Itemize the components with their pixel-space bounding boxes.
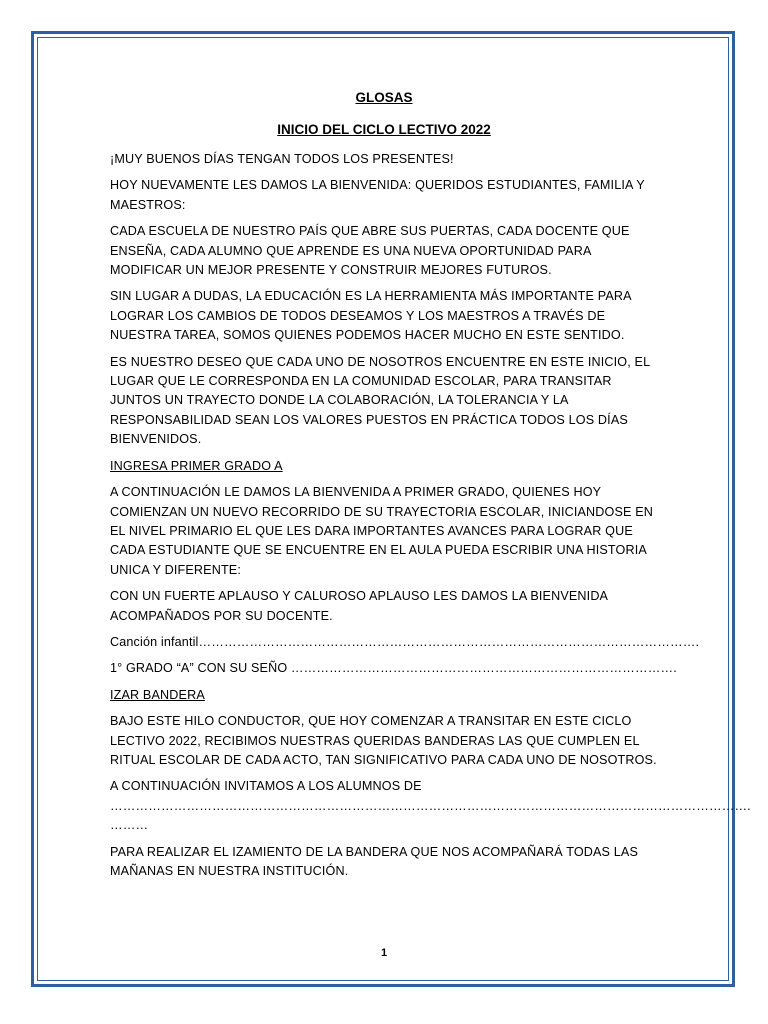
section-heading-first-grade: INGRESA PRIMER GRADO A — [110, 458, 283, 473]
paragraph-education: SIN LUGAR A DUDAS, LA EDUCACIÓN ES LA HERRAMIENTA MÁS IMPORTANTE PARA LOGRAR LOS CAMBIOS DE TODOS DESEAMOS Y LOS MAESTROS A TRAVÉS DE NUESTRA TAREA, SOMOS QUIENES PODEMOS HACER MUCHO EN ESTE SENTIDO. — [110, 289, 631, 343]
line-blank-continuation: ……… — [110, 818, 149, 833]
line-cancion-infantil: Canción infantil………………………………………………………………………………………………………. — [110, 634, 700, 649]
line-first-grade-teacher: 1° GRADO “A” CON SU SEÑO ………………………………………………………………………………. — [110, 661, 677, 676]
document-subtitle: INICIO DEL CICLO LECTIVO 2022 — [277, 122, 491, 137]
paragraph-welcome: HOY NUEVAMENTE LES DAMOS LA BIENVENIDA: QUERIDOS ESTUDIANTES, FAMILIA Y MAESTROS: — [110, 178, 645, 212]
paragraph-invite-students: A CONTINUACIÓN INVITAMOS A LOS ALUMNOS DE — [110, 779, 422, 794]
paragraph-greeting: ¡MUY BUENOS DÍAS TENGAN TODOS LOS PRESENTES! — [110, 152, 454, 166]
paragraph-applause: CON UN FUERTE APLAUSO Y CALUROSO APLAUSO LES DAMOS LA BIENVENIDA ACOMPAÑADOS POR SU DOCENTE. — [110, 589, 608, 623]
paragraph-flag-raising: PARA REALIZAR EL IZAMIENTO DE LA BANDERA QUE NOS ACOMPAÑARÁ TODAS LAS MAÑANAS EN NUESTRA INSTITUCIÓN. — [110, 844, 639, 878]
document-title: GLOSAS — [355, 90, 413, 105]
line-blank-students: ……………………………………………………………………………………………………………………………………. — [110, 798, 751, 813]
page-number: 1 — [380, 947, 388, 959]
paragraph-wish: ES NUESTRO DESEO QUE CADA UNO DE NOSOTROS ENCUENTRE EN ESTE INICIO, EL LUGAR QUE LE CORRESPONDA EN LA COMUNIDAD ESCOLAR, PARA TRANSITAR JUNTOS UN TRAYECTO DONDE LA COLABORACIÓN, LA TOLERANCIA Y LA RESPONSABILIDAD SEAN LOS VALORES PUESTOS EN PRÁCTICA TODOS LOS DÍAS BIENVENIDOS. — [110, 354, 650, 447]
paragraph-schools: CADA ESCUELA DE NUESTRO PAÍS QUE ABRE SUS PUERTAS, CADA DOCENTE QUE ENSEÑA, CADA ALUMNO QUE APRENDE ES UNA NUEVA OPORTUNIDAD PARA MODIFICAR UN MEJOR PRESENTE Y CONSTRUIR MEJORES FUTUROS. — [110, 224, 630, 278]
paragraph-flags: BAJO ESTE HILO CONDUCTOR, QUE HOY COMENZAR A TRANSITAR EN ESTE CICLO LECTIVO 2022, RECIBIMOS NUESTRAS QUERIDAS BANDERAS LAS QUE CUMPLEN EL RITUAL ESCOLAR DE CADA ACTO, TAN SIGNIFICATIVO PARA CADA UNO DE NOSOTROS. — [110, 714, 657, 767]
section-heading-flag: IZAR BANDERA — [110, 687, 205, 702]
document-body — [110, 90, 751, 888]
paragraph-first-grade: A CONTINUACIÓN LE DAMOS LA BIENVENIDA A PRIMER GRADO, QUIENES HOY COMIENZAN UN NUEVO RECORRIDO DE SU TRAYECTORIA ESCOLAR, INICIANDOSE EN EL NIVEL PRIMARIO EL QUE LES DARA IMPORTANTES AVANCES PARA LOGRAR QUE CADA ESTUDIANTE QUE SE ENCUENTRE EN EL AULA PUEDA ESCRIBIR UNA HISTORIA UNICA Y DIFERENTE: — [110, 485, 654, 577]
